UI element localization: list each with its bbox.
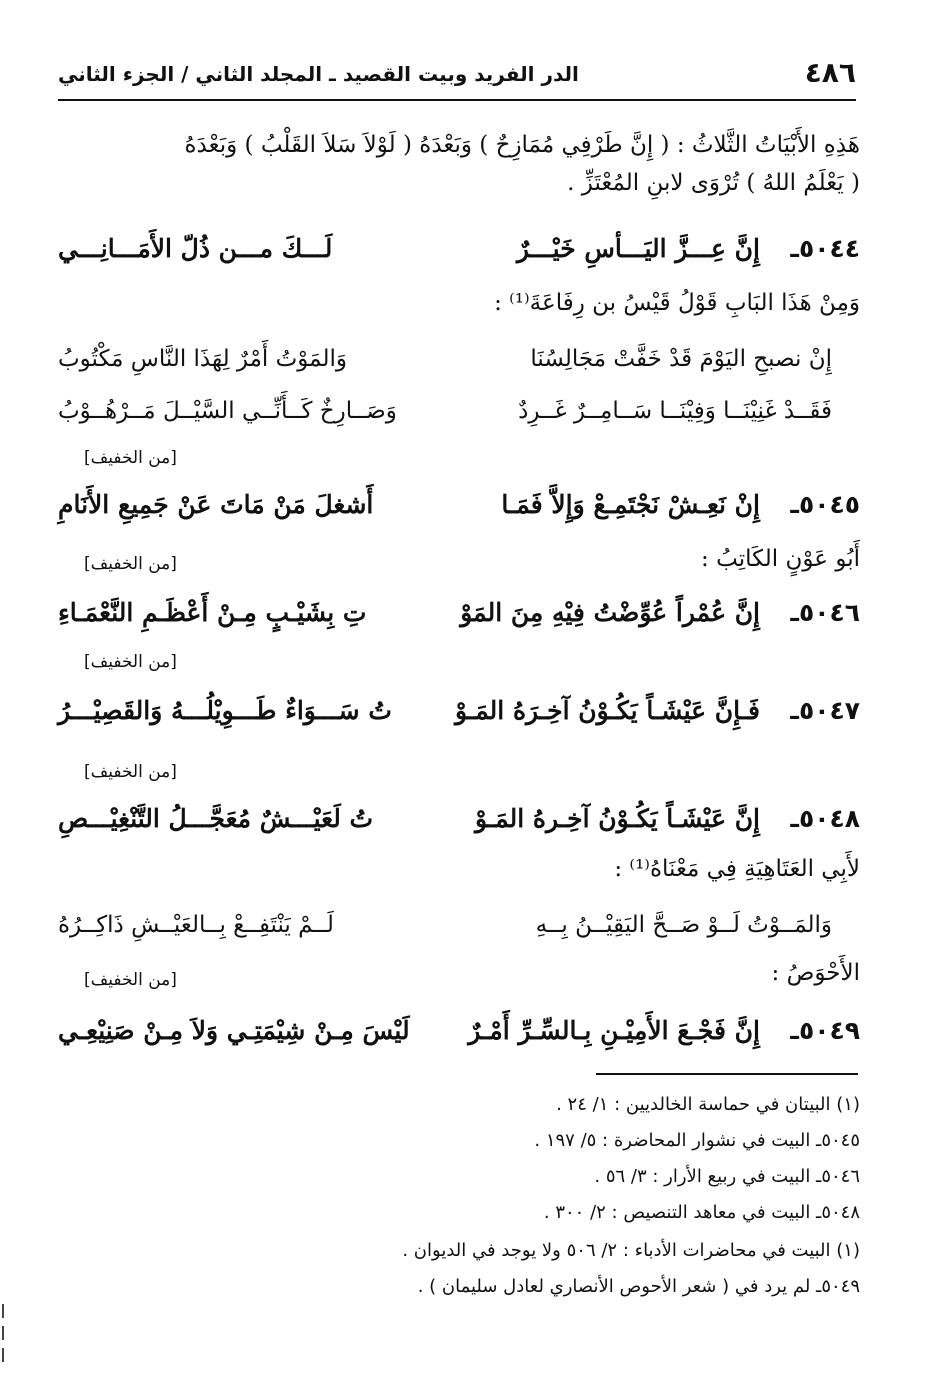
second-hemistich: لَيْسَ مِـنْ شِيْمَتِـي وَلاَ مِـنْ صَنِيْعِـي <box>58 1016 410 1045</box>
intro-line: ( يَعْلَمُ اللهُ ) تُرْوَى لابنِ المُعْتَزِّ . <box>567 170 860 196</box>
second-hemistich: لَــمْ يَنْتَفِــعْ بِــالعَيْــشِ ذَاكِــرُهُ <box>58 912 334 938</box>
footnote: (١) البيتان في حماسة الخالديين : ١/ ٢٤ . <box>556 1094 860 1115</box>
abu-atahiya-verse <box>58 906 860 954</box>
first-hemistich: إِنْ نَعِـشْ نَجْتَمِـعْ وَإِلاَّ فَمَـا <box>501 490 760 519</box>
meter-label: [من الخفيف] <box>84 762 177 782</box>
first-hemistich: إِنَّ عَيْشَـاً يَكُـوْنُ آخِـرهُ المَـوْ <box>474 804 760 833</box>
running-head <box>58 56 856 96</box>
second-hemistich: تِ بِشَيْـبٍ مِـنْ أَعْظَـمِ النَّعْمَـاءِ <box>58 598 367 627</box>
book-title: الدر الفريد وبيت القصيد ـ المجلد الثاني / الجزء الثاني <box>58 62 579 86</box>
verse-number: ٥٠٤٦ـ <box>790 598 860 627</box>
qays-verse-1 <box>58 340 860 388</box>
qays-intro: وَمِنْ هَذَا البَابِ قَوْلُ قَيْسُ بن رِفَاعَةَ⁽¹⁾ : <box>494 290 860 316</box>
first-hemistich: إِنَّ فَجْـعَ الأَمِيْـنِ بِـالسِّـرِّ أَمْـرٌ <box>468 1016 760 1045</box>
second-hemistich: تُ سَـــوَاءٌ طَـــوِيْلُـــهُ وَالقَصِيْـــرُ <box>58 696 392 725</box>
intro-paragraph <box>58 132 860 196</box>
verse-5048 <box>58 798 860 846</box>
footnote: (١) البيت في محاضرات الأدباء : ٢/ ٥٠٦ ولا يوجد في الديوان . <box>402 1240 860 1261</box>
verse-5044 <box>58 228 860 276</box>
meter-label: [من الخفيف] <box>84 448 177 468</box>
first-hemistich: إِنَّ عِـــزَّ اليَـــأسِ خَيْـــرٌ <box>516 234 760 263</box>
footnote: ٥٠٤٦ـ البيت في ربيع الأرار : ٣/ ٥٦ . <box>594 1166 860 1187</box>
first-hemistich: إِنْ نصبحِ اليَوْمَ قَدْ خَفَّتْ مَجَالِسُنَا <box>530 346 832 372</box>
page-number: ٤٨٦ <box>804 56 856 89</box>
meter-label: [من الخفيف] <box>84 970 177 990</box>
footnote-rule <box>596 1073 858 1075</box>
margin-mark <box>2 1348 4 1362</box>
footnote: ٥٠٤٨ـ البيت في معاهد التنصيص : ٢/ ٣٠٠ . <box>543 1202 860 1223</box>
first-hemistich: إِنَّ عُمْراً عُوِّضْتُ فِيْهِ مِنَ المَوْ <box>460 598 760 627</box>
second-hemistich: أَشغلَ مَنْ مَاتَ عَنْ جَمِيعِ الأَنَامِ <box>58 490 374 519</box>
verse-5047 <box>58 690 860 738</box>
ahwas-intro: الأَحْوَصُ : <box>771 960 860 986</box>
verse-number: ٥٠٤٥ـ <box>790 490 860 519</box>
first-hemistich: وَالمَــوْتُ لَــوْ صَــحَّ اليَقِيْــنُ بِــهِ <box>535 912 832 938</box>
verse-number: ٥٠٤٤ـ <box>790 234 860 263</box>
abu-awn-intro: أَبُو عَوْنٍ الكَاتِبُ : <box>701 546 860 572</box>
verse-number: ٥٠٤٩ـ <box>790 1016 860 1045</box>
second-hemistich: تُ لَعَيْـــشٌ مُعَجَّـــلُ التَّنْغِيْـــصِ <box>58 804 374 833</box>
verse-number: ٥٠٤٧ـ <box>790 696 860 725</box>
margin-mark <box>2 1304 4 1318</box>
verse-number: ٥٠٤٨ـ <box>790 804 860 833</box>
first-hemistich: فَقَــدْ غَنِيْنَــا وَفِيْنَــا سَــامِــرٌ غَــرِدٌ <box>518 398 832 424</box>
verse-5045 <box>58 484 860 532</box>
second-hemistich: لَـــكَ مـــن ذُلّ الأَمَـــانِـــي <box>58 234 333 263</box>
scan-margin-marks <box>0 1300 6 1375</box>
footnote: ٥٠٤٥ـ البيت في نشوار المحاضرة : ٥/ ١٩٧ . <box>534 1130 860 1151</box>
verse-5046 <box>58 592 860 640</box>
verse-5049 <box>58 1010 860 1058</box>
second-hemistich: وَالمَوْتُ أَمْرٌ لِهَذَا النَّاسِ مَكْتُوبُ <box>58 346 347 372</box>
abu-atahiya-intro: لأَبِي العَتَاهِيَةِ فِي مَعْنَاهُ⁽¹⁾ : <box>614 856 860 882</box>
meter-label: [من الخفيف] <box>84 652 177 672</box>
intro-line: هَذِهِ الأَبْيَاتُ الثَّلاثُ : ( إِنَّ طَرْفِي مُمَازِحٌ ) وَبَعْدَهُ ( لَوْلاَ سَلاَ القَلْبُ ) وَبَعْدَهُ <box>184 132 860 158</box>
qays-verse-2 <box>58 392 860 440</box>
meter-label: [من الخفيف] <box>84 554 177 574</box>
footnote: ٥٠٤٩ـ لم يرد في ( شعر الأحوص الأنصاري لعادل سليمان ) . <box>417 1276 860 1297</box>
header-rule <box>58 99 856 101</box>
margin-mark <box>2 1326 4 1340</box>
second-hemistich: وَصَــارِخٌ كَــأَنِّــي السَّيْــلَ مَــرْهُــوْبُ <box>58 398 397 424</box>
first-hemistich: فَـإِنَّ عَيْشَـاً يَكُـوْنُ آخِـرَهُ المَـوْ <box>454 696 760 725</box>
